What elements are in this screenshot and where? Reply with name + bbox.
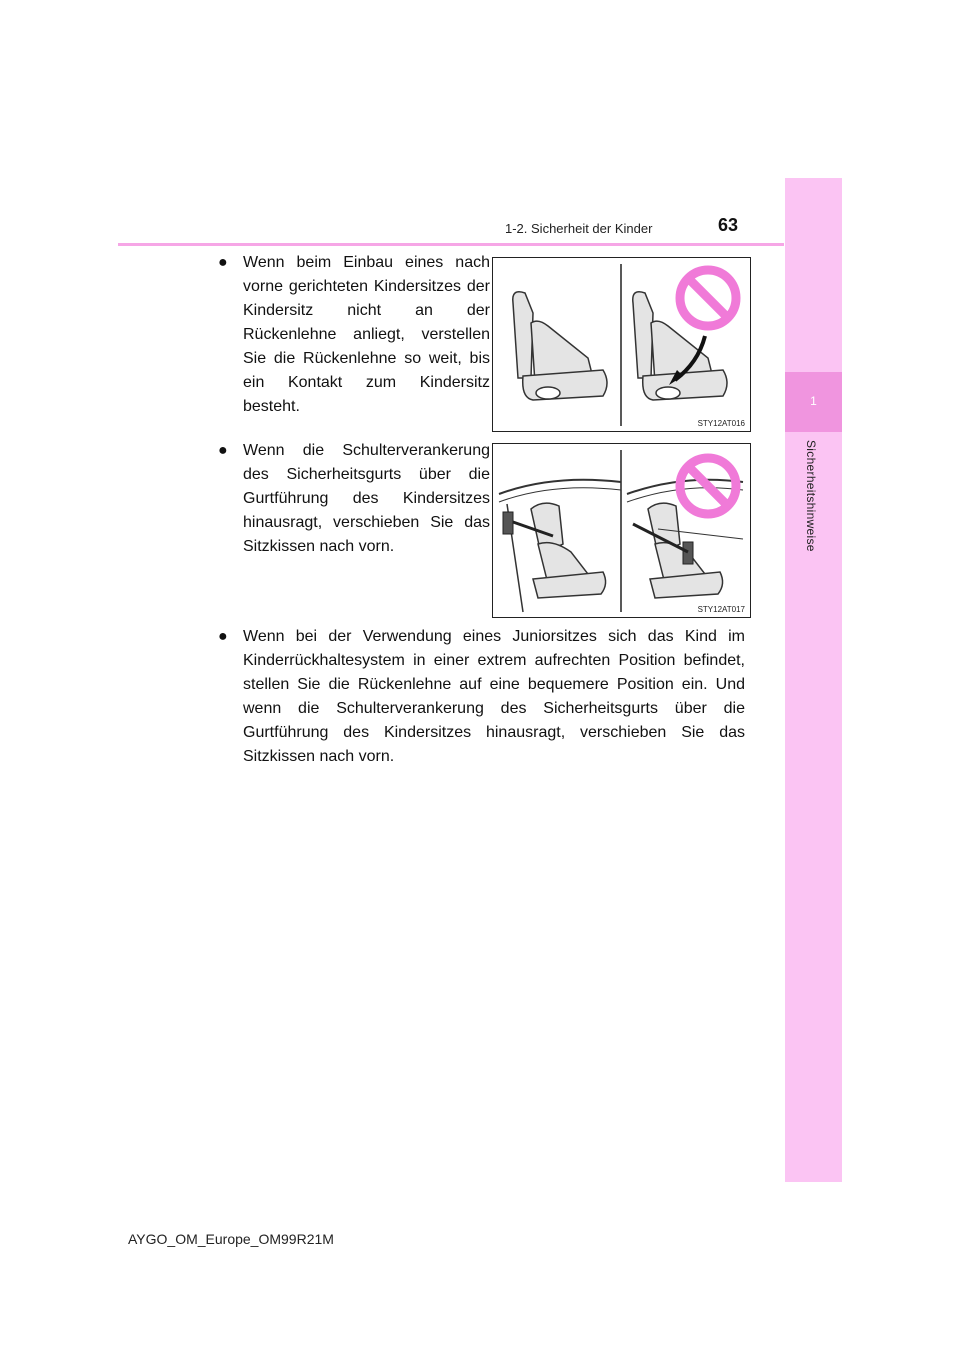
- chapter-number: 1: [810, 394, 817, 408]
- side-tab: [785, 178, 842, 1182]
- figure-code: STY12AT016: [697, 419, 745, 428]
- bullet-item-1: [218, 251, 490, 419]
- chapter-title: Sicherheitshinweise: [804, 440, 818, 552]
- bullet-icon: ●: [218, 628, 228, 645]
- figure-seatbelt-shoulder: [492, 443, 751, 618]
- bullet-text: Wenn die Schulterverankerung des Sicherheitsgurts über die Gurtführung des Kindersitzes hinausragt, verschieben Sie das Sitzkissen nach vorn.: [243, 442, 490, 555]
- bullet-icon: ●: [218, 254, 228, 271]
- figure-code: STY12AT017: [697, 605, 745, 614]
- section-title: 1-2. Sicherheit der Kinder: [505, 221, 653, 236]
- figure-seat-backrest: [492, 257, 751, 432]
- header-rule: [118, 243, 784, 246]
- bullet-item-3: [218, 625, 745, 769]
- bullet-item-2: [218, 439, 490, 559]
- prohibition-icon: [680, 458, 736, 514]
- document-id: AYGO_OM_Europe_OM99R21M: [128, 1231, 334, 1247]
- bullet-text: Wenn bei der Verwendung eines Juniorsitzes sich das Kind im Kinderrückhaltesystem in einer extrem aufrechten Position befindet, stellen Sie die Rückenlehne auf eine bequemere Position ein. Und wenn die Schulterverankerung des Sicherheitsgurts über die Gurtführung des Kindersitzes hinausragt, verschieben Sie das Sitzkissen nach vorn.: [243, 628, 745, 765]
- page-number: 63: [718, 215, 739, 235]
- prohibition-icon: [680, 270, 736, 326]
- bullet-icon: ●: [218, 442, 228, 459]
- bullet-text: Wenn beim Einbau eines nach vorne gerichteten Kindersitzes der Kindersitz nicht an der Rückenlehne anliegt, verstellen Sie die Rückenlehne so weit, bis ein Kontakt zum Kindersitz besteht.: [243, 254, 490, 415]
